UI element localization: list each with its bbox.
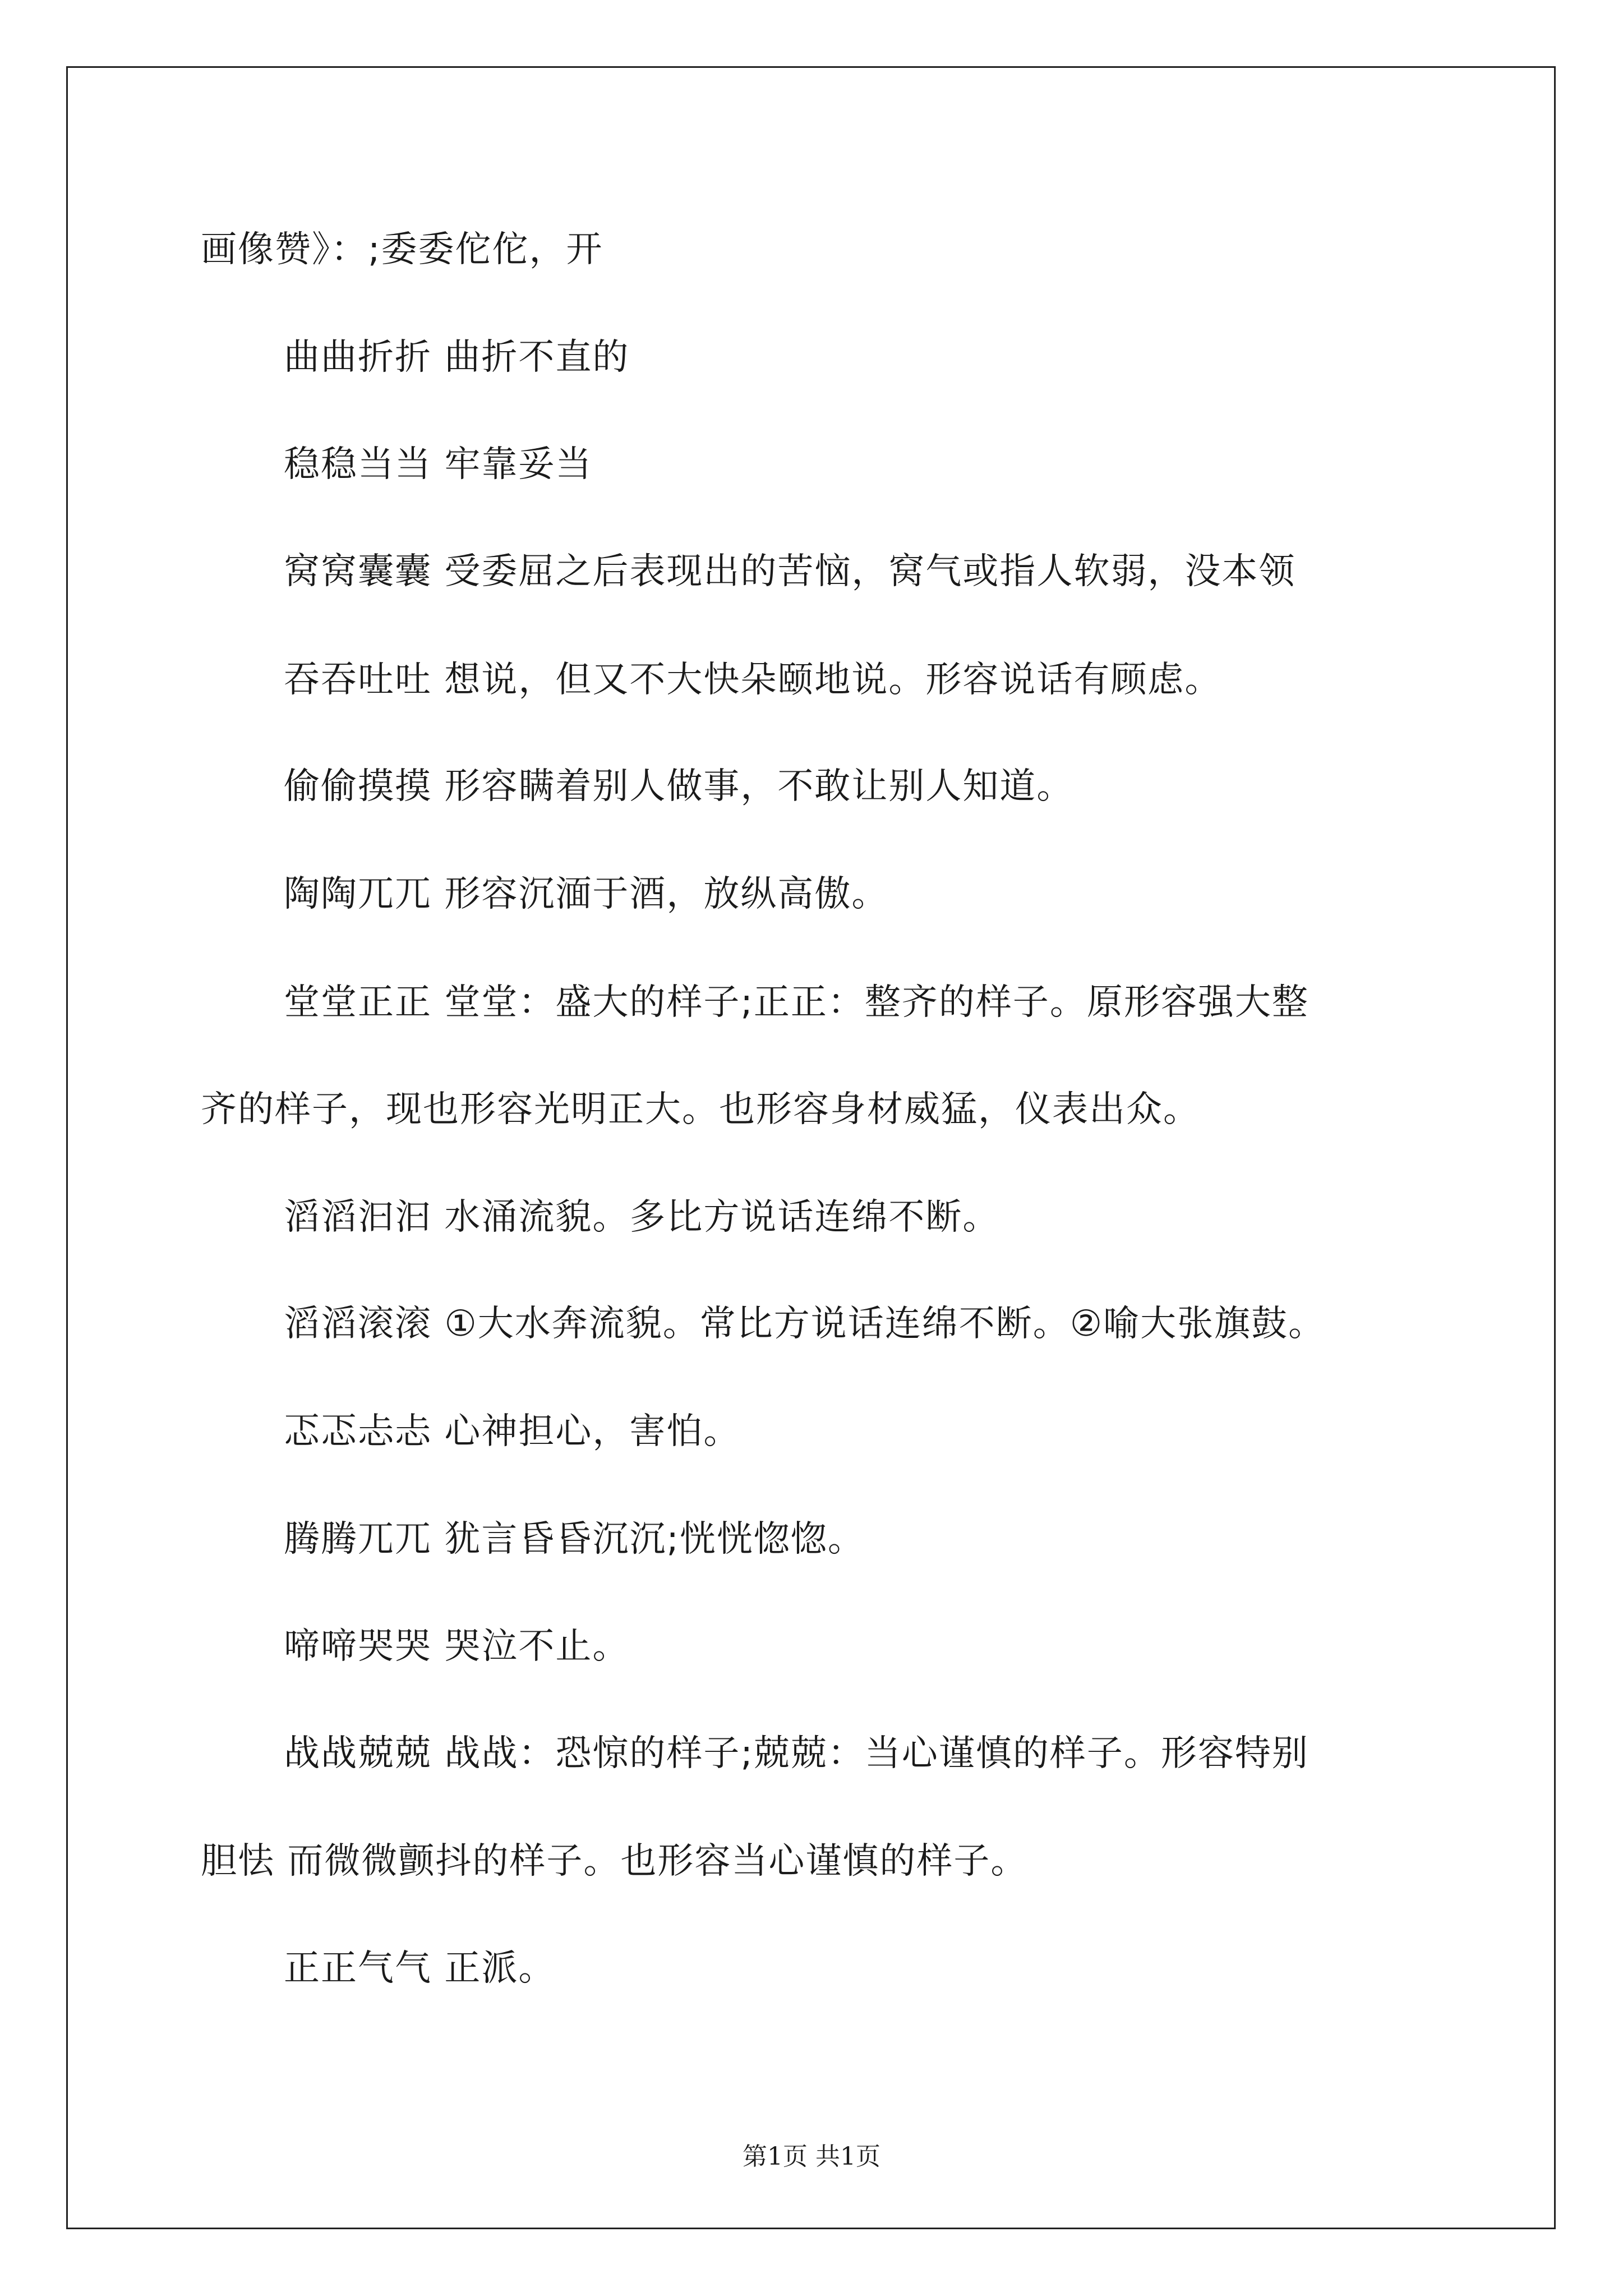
text-line: 正正气气 正派。 (284, 1948, 556, 1989)
text-line: 陶陶兀兀 形容沉湎于酒，放纵高傲。 (284, 873, 889, 915)
text-line: 啼啼哭哭 哭泣不止。 (284, 1626, 630, 1667)
text-line: 稳稳当当 牢靠妥当 (284, 444, 593, 485)
text-line: 画像赞》：;委委佗佗，开 (201, 229, 603, 270)
text-line: 堂堂正正 堂堂：盛大的样子;正正：整齐的样子。原形容强大整 (284, 982, 1309, 1023)
page-border (66, 66, 1556, 2229)
text-line: 曲曲折折 曲折不直的 (284, 337, 630, 378)
text-line: 忑忑忐忐 心神担心，害怕。 (284, 1411, 741, 1452)
text-line: 滔滔滚滚 ①大水奔流貌。常比方说话连绵不断。②喻大张旗鼓。 (284, 1303, 1326, 1345)
text-line: 齐的样子，现也形容光明正大。也形容身材威猛，仪表出众。 (201, 1089, 1200, 1130)
text-line: 窝窝囊囊 受委屈之后表现出的苦恼，窝气或指人软弱，没本领 (284, 551, 1296, 592)
text-line: 战战兢兢 战战：恐惊的样子;兢兢：当心谨慎的样子。形容特别 (284, 1733, 1309, 1774)
text-line: 吞吞吐吐 想说，但又不大快朵颐地说。形容说话有顾虑。 (284, 659, 1222, 701)
text-line: 滔滔汩汩 水涌流貌。多比方说话连绵不断。 (284, 1197, 1000, 1238)
text-line: 偷偷摸摸 形容瞒着别人做事，不敢让别人知道。 (284, 766, 1074, 807)
page-footer: 第1页 共1页 (743, 2142, 880, 2171)
text-line: 腾腾兀兀 犹言昏昏沉沉;恍恍惚惚。 (284, 1519, 865, 1560)
text-line: 胆怯 而微微颤抖的样子。也形容当心谨慎的样子。 (201, 1841, 1028, 1882)
